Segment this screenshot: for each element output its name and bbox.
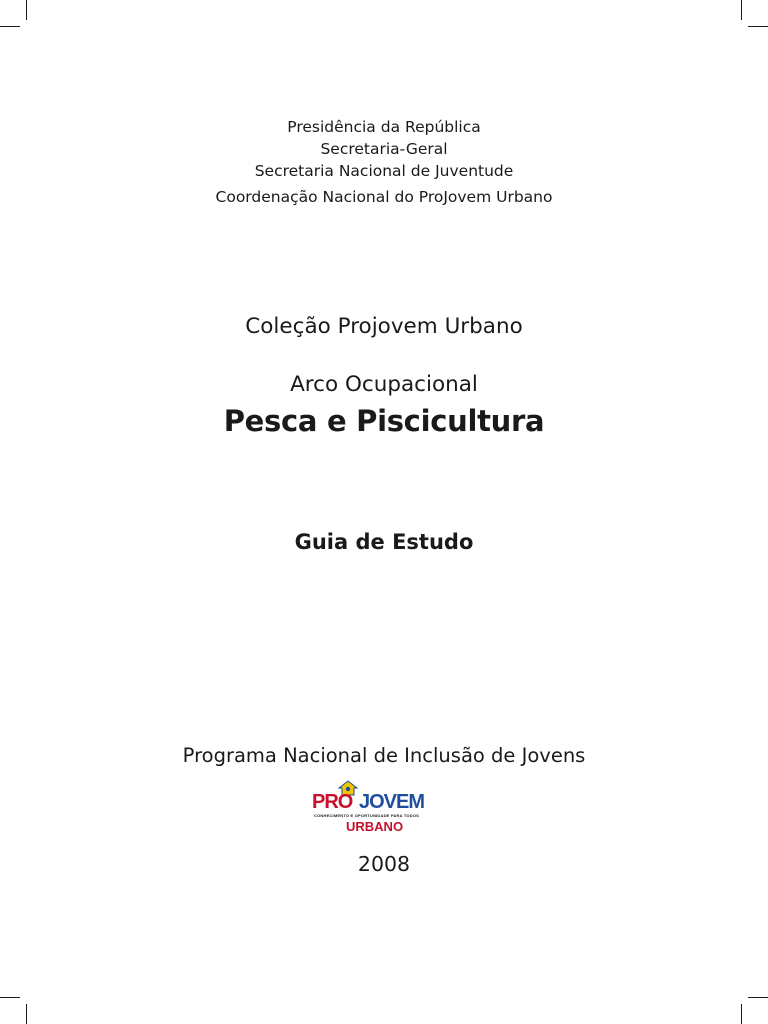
logo-pro-text: PRO — [312, 791, 353, 813]
guide-label: Guia de Estudo — [294, 530, 474, 554]
header-line-presidencia: Presidência da República — [287, 118, 481, 136]
logo-jovem-text: JOVEM — [359, 791, 425, 813]
publication-year: 2008 — [357, 852, 411, 876]
document-title: Pesca e Piscicultura — [223, 404, 545, 438]
projovem-logo — [312, 780, 425, 838]
header-line-secretaria-juventude: Secretaria Nacional de Juventude — [254, 162, 514, 180]
crop-mark — [26, 1004, 27, 1024]
logo-tagline: CONHECIMENTO E OPORTUNIDADE PARA TODOS — [314, 813, 420, 818]
crop-mark — [0, 26, 20, 27]
collection-name: Coleção Projovem Urbano — [245, 314, 523, 339]
institution-header — [0, 116, 768, 208]
crop-mark — [748, 997, 768, 998]
program-name: Programa Nacional de Inclusão de Jovens — [182, 744, 586, 767]
header-line-coordenacao: Coordenação Nacional do ProJovem Urbano — [215, 188, 553, 206]
crop-mark — [0, 997, 20, 998]
header-line-secretaria-geral: Secretaria-Geral — [320, 140, 448, 158]
crop-mark — [741, 0, 742, 20]
crop-mark — [748, 26, 768, 27]
crop-mark — [26, 0, 27, 20]
arco-label: Arco Ocupacional — [290, 372, 478, 397]
crop-mark — [741, 1004, 742, 1024]
logo-urbano-text: URBANO — [346, 819, 404, 834]
